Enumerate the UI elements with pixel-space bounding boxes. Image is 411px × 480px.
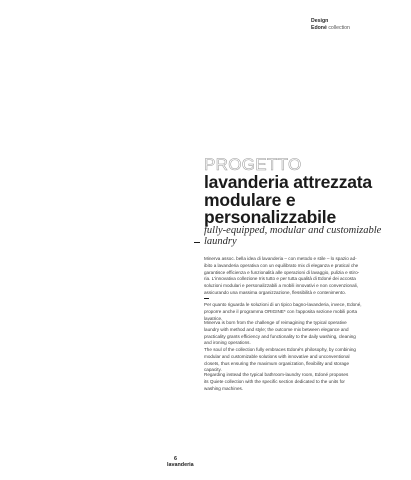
brand-collection-word: collection	[328, 25, 350, 31]
divider-dash-italian	[194, 242, 200, 243]
page-number: 6	[174, 456, 177, 462]
brand-header	[311, 18, 350, 32]
paragraph-english-2: Regarding instead the typical bathroom-laundry room, Edoné proposes its Quiete collection with the specific section dedicated to the units for washing machines.	[204, 372, 349, 391]
brand-name: Edoné	[311, 25, 327, 31]
divider-dash-english	[204, 298, 209, 299]
paragraph-italian-1: Minerva assoc. bella idea di lavanderia – con metodo e stile – lo spazio ad- ibito a lavanderia operativa con un equilibrato mix di eleganza e pratical che garantisce efficienza e funzionalità alle operazioni di lavaggio, pulizia e stiro- ria. L'innovativa collezione Iris tutto e per tutta qualità di Edoné dei accosta soluzioni modulari e personalizzabili a mobili innovativi e non convenzionali, assicurando una massima organizzazione, flessibilità e contenimento.	[204, 256, 360, 295]
section-label-outline: PROGETTO	[204, 155, 302, 174]
page-section-label: lavanderia	[167, 462, 194, 468]
page-subtitle-english: fully-equipped, modular and customizable laundry	[204, 225, 382, 247]
brand-line-design: Design	[311, 18, 329, 24]
paragraph-english-1: Minerva is born from the challenge of reimagining the typical operative laundry with method and style; the outcome mix between elegance and practicality grants efficiency and functionality to the daily washing, cleaning and ironing operations. The soul of the collection fully embraces Edoné's philosophy, by combining modular and customizable solutions with innovative and unconventional closets, thus ensuring the maximum organization, flexibility and storage capacity.	[204, 320, 356, 373]
page-title: lavanderia attrezzata modulare e personalizzabile	[204, 172, 372, 227]
brand-line-collection	[311, 25, 350, 32]
paragraph-italian-2: Per quanto riguarda le soluzioni di un tipico bagno-lavanderia, invece, Edoné, proporre anche il programma ORIGINE* con l'apposita sezione mobili porta lavatrice.	[204, 302, 362, 321]
